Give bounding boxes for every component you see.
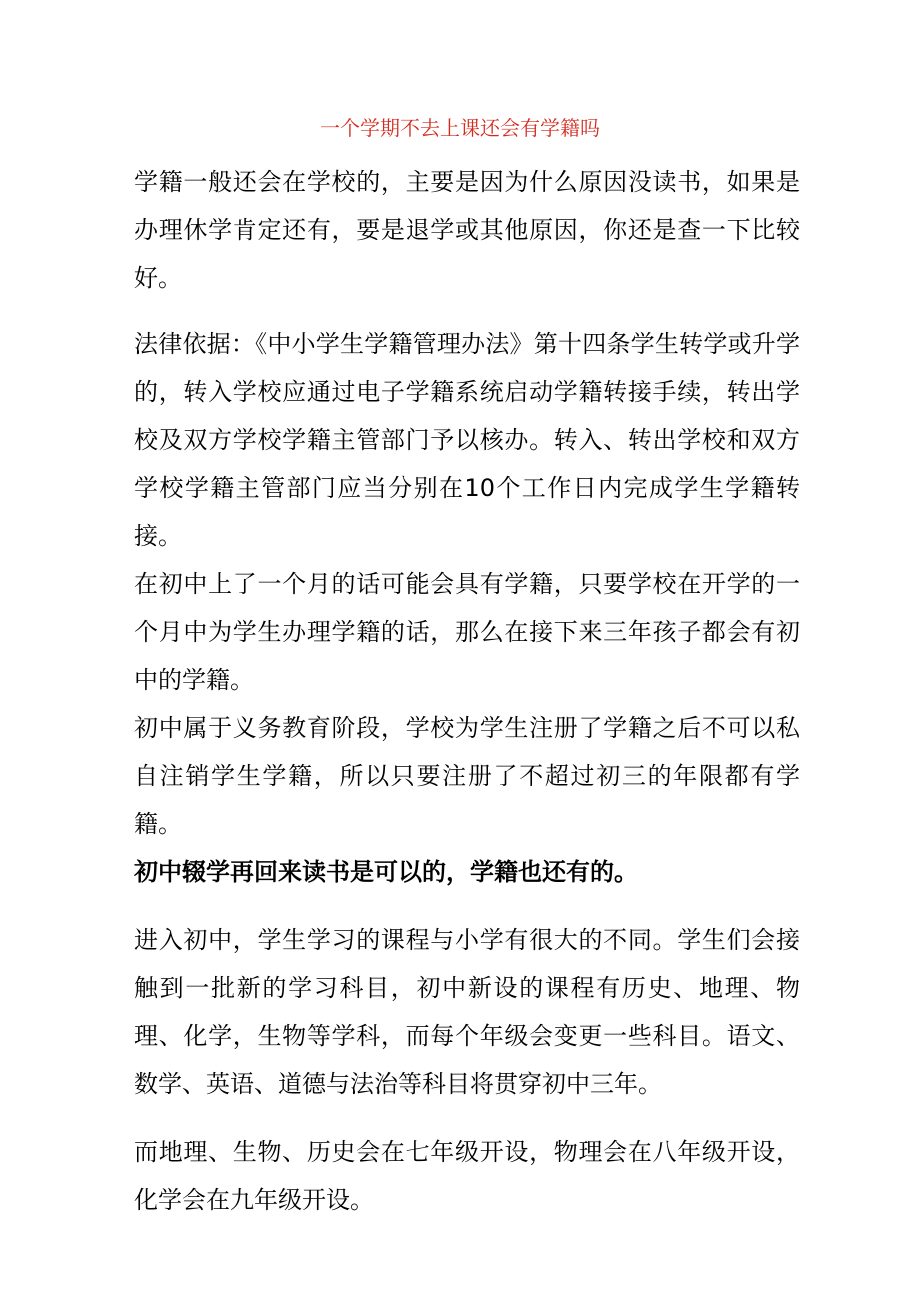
document-title: 一个学期不去上课还会有学籍吗 — [320, 116, 600, 140]
paragraph-curriculum: 进入初中，学生学习的课程与小学有很大的不同。学生们会接触到一批新的学习科目，初中新设的课程有历史、地理、物理、化学，生物等学科，而每个年级会变更一些科目。语文、数学、英语、道德与法治等科目将贯穿初中三年。 — [134, 926, 800, 1098]
paragraph-compulsory-education: 初中属于义务教育阶段，学校为学生注册了学籍之后不可以私自注销学生学籍，所以只要注册了不超过初三的年限都有学籍。 — [134, 714, 800, 838]
paragraph-intro: 学籍一般还会在学校的，主要是因为什么原因没读书，如果是办理休学肯定还有，要是退学或其他原因，你还是查一下比较好。 — [134, 168, 800, 292]
paragraph-dropout-return: 初中辍学再回来读书是可以的，学籍也还有的。 — [134, 858, 638, 886]
paragraph-legal-basis: 法律依据：《中小学生学籍管理办法》第十四条学生转学或升学的，转入学校应通过电子学籍系统启动学籍转接手续，转出学校及双方学校学籍主管部门予以核办。转入、转出学校和双方学校学籍主管部门应当分别在10个工作日内完成学生学籍转接。 — [134, 330, 800, 550]
paragraph-one-month: 在初中上了一个月的话可能会具有学籍，只要学校在开学的一个月中为学生办理学籍的话，那么在接下来三年孩子都会有初中的学籍。 — [134, 570, 800, 694]
paragraph-grade-subjects: 而地理、生物、历史会在七年级开设，物理会在八年级开设，化学会在九年级开设。 — [134, 1138, 800, 1214]
document-body — [134, 158, 800, 1224]
